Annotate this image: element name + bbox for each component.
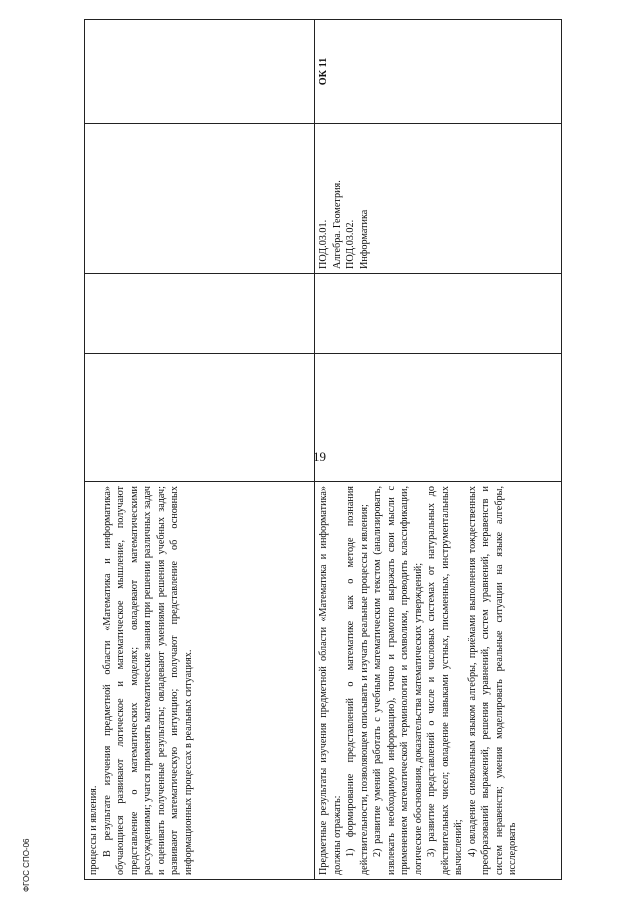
competency-code: ОК 11 — [315, 20, 562, 124]
page-number: 19 — [313, 449, 326, 464]
table-row — [315, 20, 562, 880]
empty-cell — [315, 274, 562, 354]
table-row — [85, 20, 315, 880]
empty-cell — [315, 354, 562, 482]
document-table-area — [84, 20, 562, 880]
intro-paragraph: Предметные результаты изучения предметной области «Математика и информатика» должны отражать: — [318, 486, 343, 875]
subjects-cell — [315, 124, 562, 274]
subject-code: ПОД.03.02. — [345, 219, 356, 269]
list-item: 4) овладение символьным языком алгебры, приёмами выполнения тождественных преобразований выражений, решения уравнений, систем уравнений, неравенств и систем неравенств; умения моделировать реальные ситуации на языке алгебры, исследовать — [466, 486, 518, 875]
subject-code: ПОД.03.01. — [318, 219, 329, 269]
empty-cell — [85, 274, 315, 354]
subject-name: Информатика — [358, 209, 370, 269]
list-item: 1) формирование представлений о математике как о методе познания действительности, позволяющем описывать и изучать реальные процессы и явления; — [345, 486, 370, 875]
subject-name: Алгебра. Геометрия. — [331, 180, 343, 269]
results-paragraph: В результате изучения предметной области «Математика и информатика» обучающиеся развивают логическое и математическое мышление, получают представление о математических моделях; овладевают математическими рассуждениями; учатся применять математические знания при решении различных задач и оценивать полученные результаты; овладевают умениями решения учебных задач; развивают математическую интуицию; получают представление об основных информационных процессах в реальных ситуациях. — [101, 486, 194, 875]
intro-paragraph: процессы и явления. — [88, 785, 99, 875]
empty-cell — [85, 20, 315, 124]
results-text-cell — [85, 482, 315, 880]
list-item: 3) развитие представлений о числе и числовых системах от натуральных до действительных чисел; овладение навыками устных, письменных, инструментальных вычислений; — [426, 486, 464, 875]
list-item: 2) развитие умений работать с учебным математическим текстом (анализировать, извлекать необходимую информацию), точно и грамотно выражать свои мысли с применением математической терминологии и символики, проводить классификации, логические обоснования, доказательства математических утверждений; — [372, 486, 424, 875]
footer-text: ФГОС СПО-06 — [22, 838, 31, 892]
results-text-cell — [315, 482, 562, 880]
rotated-table-container — [84, 20, 562, 880]
empty-cell — [85, 354, 315, 482]
curriculum-table — [84, 19, 562, 880]
empty-cell — [85, 124, 315, 274]
footer — [22, 800, 82, 900]
